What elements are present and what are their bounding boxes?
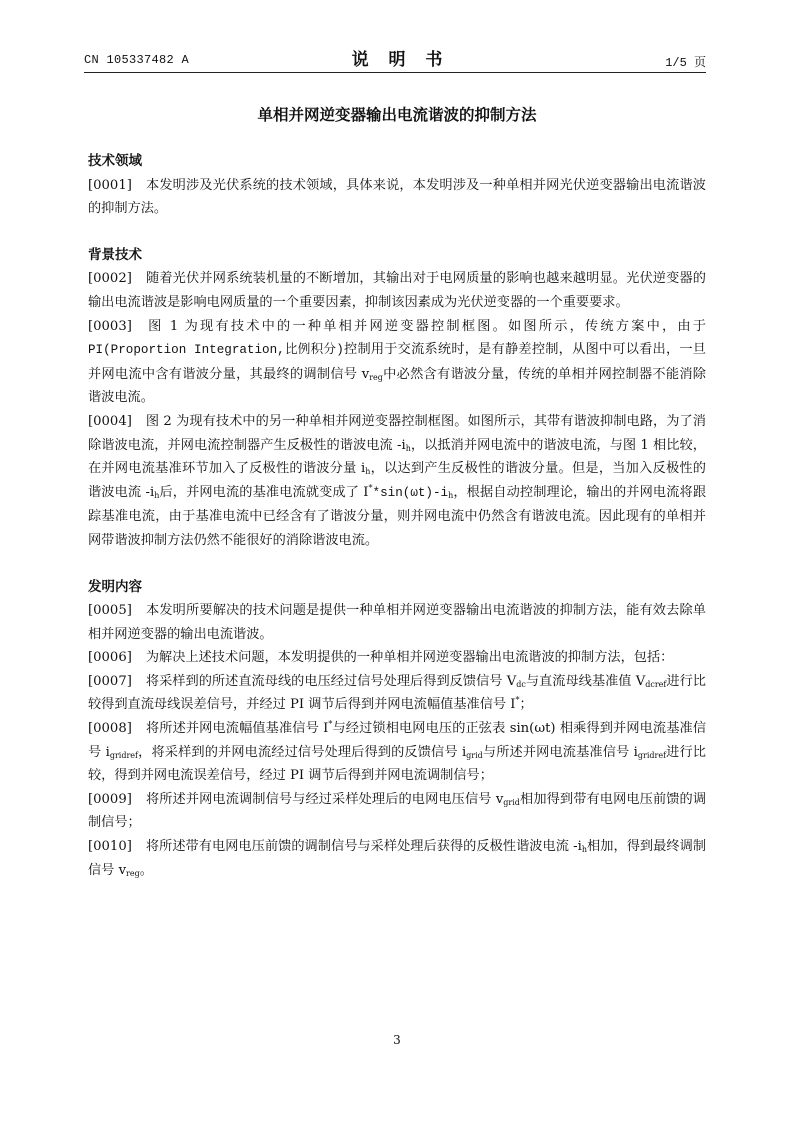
section-heading-summary: 发明内容 [88, 578, 142, 595]
text-run: 与经过锁相电网电压的正弦表 sin(ωt) 相乘得到并网电流基准信号 i [88, 721, 707, 760]
subscript: reg [369, 372, 383, 382]
text-run: PI(Proportion Integration,比例积分) [88, 343, 344, 358]
text-run: 相加得到带有电网电压前馈的调制信号； [88, 791, 707, 831]
section-heading-background: 背景技术 [88, 246, 142, 263]
text-run: ，以抵消并网电流中的谐波电流，与图 1 相比较，在并网电流基准环节加入了反极性的谐波分量 i [88, 437, 706, 477]
paragraph-number: [0004] [88, 413, 132, 429]
paragraph-0007 [88, 670, 706, 717]
text-run: 控制用于交流系统时，是有静差控制，从图中可以看出，一旦并网电流中含有谐波分量，其最终的调制信号 v [88, 342, 706, 382]
paragraph-0002 [88, 267, 706, 314]
paragraph-0001 [88, 174, 706, 221]
paragraph-number: [0006] [88, 650, 132, 666]
paragraph-0010 [88, 835, 706, 882]
subscript: gridref [109, 750, 139, 760]
text-run: 将所述并网电流幅值基准信号 I [145, 721, 329, 737]
text-run: *sin(ωt)-i [372, 485, 449, 500]
page-number: 3 [393, 1033, 401, 1047]
text-run: 将采样到的所述直流母线的电压经过信号处理后得到反馈信号 V [145, 673, 517, 689]
document-title: 单相并网逆变器输出电流谐波的抑制方法 [257, 106, 537, 124]
text-run: ，根据自动控制理论，输出的并网电流将跟踪基准电流，由于基准电流中已经含有了谐波分量，则并网电流中仍然含有谐波电流。因此现有的单相并网带谐波抑制方法仍然不能很好的消除谐波电流。 [88, 484, 707, 548]
paragraph-number: [0007] [88, 673, 132, 689]
paragraph-number: [0001] [88, 177, 132, 193]
text-run: 与直流母线基准值 V [525, 673, 646, 689]
paragraph-0006 [88, 646, 706, 670]
text-run: 进行比较得到直流母线误差信号，并经过 PI 调节后得到并网电流幅值基准信号 I [88, 673, 706, 713]
paragraph-text: 本发明涉及光伏系统的技术领域，具体来说，本发明涉及一种单相并网光伏逆变器输出电流谐波的抑制方法。 [88, 177, 706, 217]
paragraph-text: 为解决上述技术问题，本发明提供的一种单相并网逆变器输出电流谐波的抑制方法，包括： [145, 650, 674, 666]
text-run: 中必然含有谐波分量，传统的单相并网控制器不能消除谐波电流。 [88, 366, 706, 406]
subscript: h [405, 443, 411, 453]
text-run: 将所述带有电网电压前馈的调制信号与采样处理后获得的反极性谐波电流 -i [145, 839, 582, 855]
subscript: h [581, 845, 588, 855]
patent-number: CN 105337482 A [84, 53, 190, 67]
superscript: * [515, 696, 520, 706]
paragraph-0004 [88, 410, 706, 553]
text-run: 。 [139, 862, 153, 878]
subscript: grid [503, 797, 520, 807]
text-run: 相加，得到最终调制信号 v [88, 839, 706, 878]
subscript: h [154, 490, 160, 500]
subscript: h [448, 490, 454, 500]
text-run: ； [519, 697, 533, 713]
paragraph-0005 [88, 599, 706, 646]
text-run: ，将采样到的并网电流经过信号处理后得到的反馈信号 i [138, 744, 467, 760]
paragraph-number: [0002] [88, 271, 132, 287]
paragraph-number: [0005] [88, 603, 132, 619]
text-run: 后，并网电流的基准电流就变成了 I [159, 484, 369, 500]
paragraph-number: [0008] [88, 721, 132, 737]
paragraph-0003 [88, 315, 706, 410]
paragraph-text: 随着光伏并网系统装机量的不断增加，其输出对于电网质量的影响也越来越明显。光伏逆变器的输出电流谐波是影响电网质量的一个重要因素，抑制该因素成为光伏逆变器的一个重要要求。 [88, 271, 706, 310]
paragraph-text: 本发明所要解决的技术问题是提供一种单相并网逆变器输出电流谐波的抑制方法，能有效去除单相并网逆变器的输出电流谐波。 [88, 603, 706, 642]
superscript: * [368, 483, 373, 493]
text-run: 图 2 为现有技术中的另一种单相并网逆变器控制框图。如图所示，其带有谐波抑制电路，为了消除谐波电流，并网电流控制器产生反极性的谐波电流 -i [88, 413, 706, 453]
document-type: 说 明 书 [351, 50, 443, 70]
superscript: * [328, 719, 333, 729]
paragraph-0008 [88, 717, 706, 788]
section-heading-tech-field: 技术领域 [88, 153, 142, 169]
document-body [88, 150, 706, 882]
text-run: ，以达到产生反极性的谐波分量。但是，当加入反极性的谐波电流 -i [88, 461, 706, 500]
subscript: dc [516, 679, 526, 689]
subscript: reg [126, 868, 140, 878]
text-run: 与所述并网电流基准信号 i [482, 744, 638, 760]
text-run: 进行比较，得到并网电流误差信号，经过 PI 调节后得到并网电流调制信号； [88, 744, 706, 784]
subscript: h [365, 467, 371, 477]
text-run: 将所述并网电流调制信号与经过采样处理后的电网电压信号 v [145, 791, 504, 807]
paragraph-number: [0003] [88, 318, 132, 334]
paragraph-number: [0010] [88, 839, 132, 855]
paragraph-0009 [88, 788, 706, 835]
text-run: 图 1 为现有技术中的一种单相并网逆变器控制框图。如图所示，传统方案中，由于 [145, 318, 706, 334]
subscript: dcref [645, 679, 667, 689]
subscript: grid [466, 750, 483, 760]
paragraph-number: [0009] [88, 791, 132, 807]
subscript: gridref [637, 750, 667, 760]
header-rule [84, 72, 706, 73]
page-indicator: 1/5 页 [665, 56, 706, 70]
